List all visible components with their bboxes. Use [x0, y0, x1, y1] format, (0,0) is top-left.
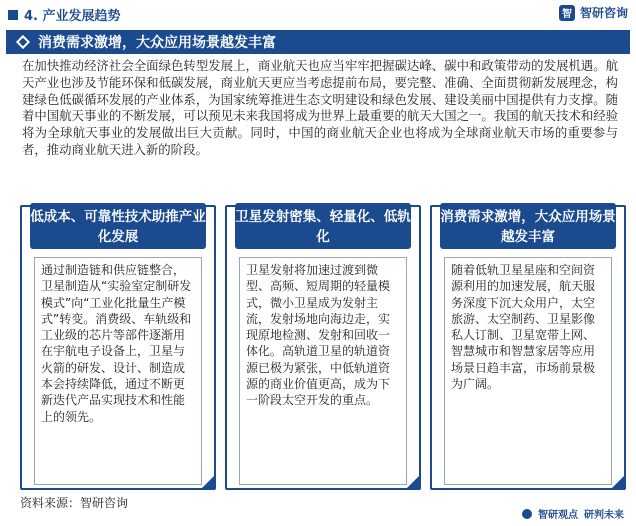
trend-card-title: 消费需求激增，大众应用场景越发丰富: [440, 203, 616, 249]
diamond-bullet-icon: [16, 35, 30, 49]
footer-brand: [522, 506, 624, 521]
section-title: [8, 5, 121, 24]
headline-text: 消费需求激增，大众应用场景越发丰富: [38, 35, 276, 51]
intro-paragraph: 在加快推动经济社会全面绿色转型发展上，商业航天也应当牢牢把握碳达峰、碳中和政策带动的发展机遇。航天产业也涉及节能环保和低碳发展，商业航天更应当考虑提前布局，要完整、准确、全面贯彻新发展理念，构建绿色低碳循环发展的产业体系，为国家统筹推进生态文明建设和绿色发展、建设美丽中国提供有力支撑。随着中国航天事业的不断发展，可以预见未来我国将成为世界上最重要的航天大国之一。我国的航天技术和经验将为全球航天事业的发展做出巨大贡献。同时，中国的商业航天企业也将成为全球商业航天市场的重要参与者，推动商业航天进入新的阶段。: [22, 58, 618, 157]
source-note: 资料来源：智研咨询: [20, 496, 129, 510]
trend-card-body: 随着低轨卫星星座和空间资源利用的加速发展，航天服务深度下沉大众用户，太空旅游、太空制药、卫星影像私人订制、卫星宽带上网、智慧城市和智慧家居等应用场景日趋丰富，市场前景极为广阔。: [444, 257, 612, 485]
corner-triangle-icon: [406, 475, 420, 489]
corner-triangle-icon: [201, 475, 215, 489]
trend-card-title: 低成本、可靠性技术助推产业化发展: [30, 203, 206, 249]
trend-card-3: [430, 205, 626, 490]
headline-banner: [6, 30, 630, 54]
corner-triangle-icon: [611, 475, 625, 489]
trend-card-title: 卫星发射密集、轻量化、低轨化: [235, 203, 411, 249]
brand-name: 智研咨询: [579, 6, 628, 20]
trend-card-1: [20, 205, 216, 490]
brand-logo-icon: 智: [559, 5, 575, 21]
top-bar: [0, 0, 636, 30]
trend-card-2: [225, 205, 421, 490]
footer-logo-icon: [522, 509, 532, 519]
square-bullet-icon: [8, 10, 18, 20]
trend-card-body: 通过制造链和供应链整合，卫星制造从“实验室定制研发模式”向“工业化批量生产模式”转变。消费级、车轨级和工业级的芯片等部件逐渐用在宇航电子设备上，卫星与火箭的研发、设计、制造成本会持续降低，通过不断更新迭代产品实现技术和性能上的领先。: [34, 257, 202, 485]
brand-logo: [559, 4, 628, 21]
footer-left-text: 智研观点: [538, 510, 578, 521]
section-title-text: 4. 产业发展趋势: [24, 9, 121, 24]
trend-card-body: 卫星发射将加速过渡到微型、高频、短周期的轻量模式，微小卫星成为发射主流，发射场地向海边走，实现原地检测、发射和回收一体化。高轨道卫星的轨道资源已极为紧张，中低轨道资源的商业价值更高，成为下一阶段太空开发的重点。: [239, 257, 407, 485]
footer-right-text: 研判未来: [584, 510, 624, 521]
